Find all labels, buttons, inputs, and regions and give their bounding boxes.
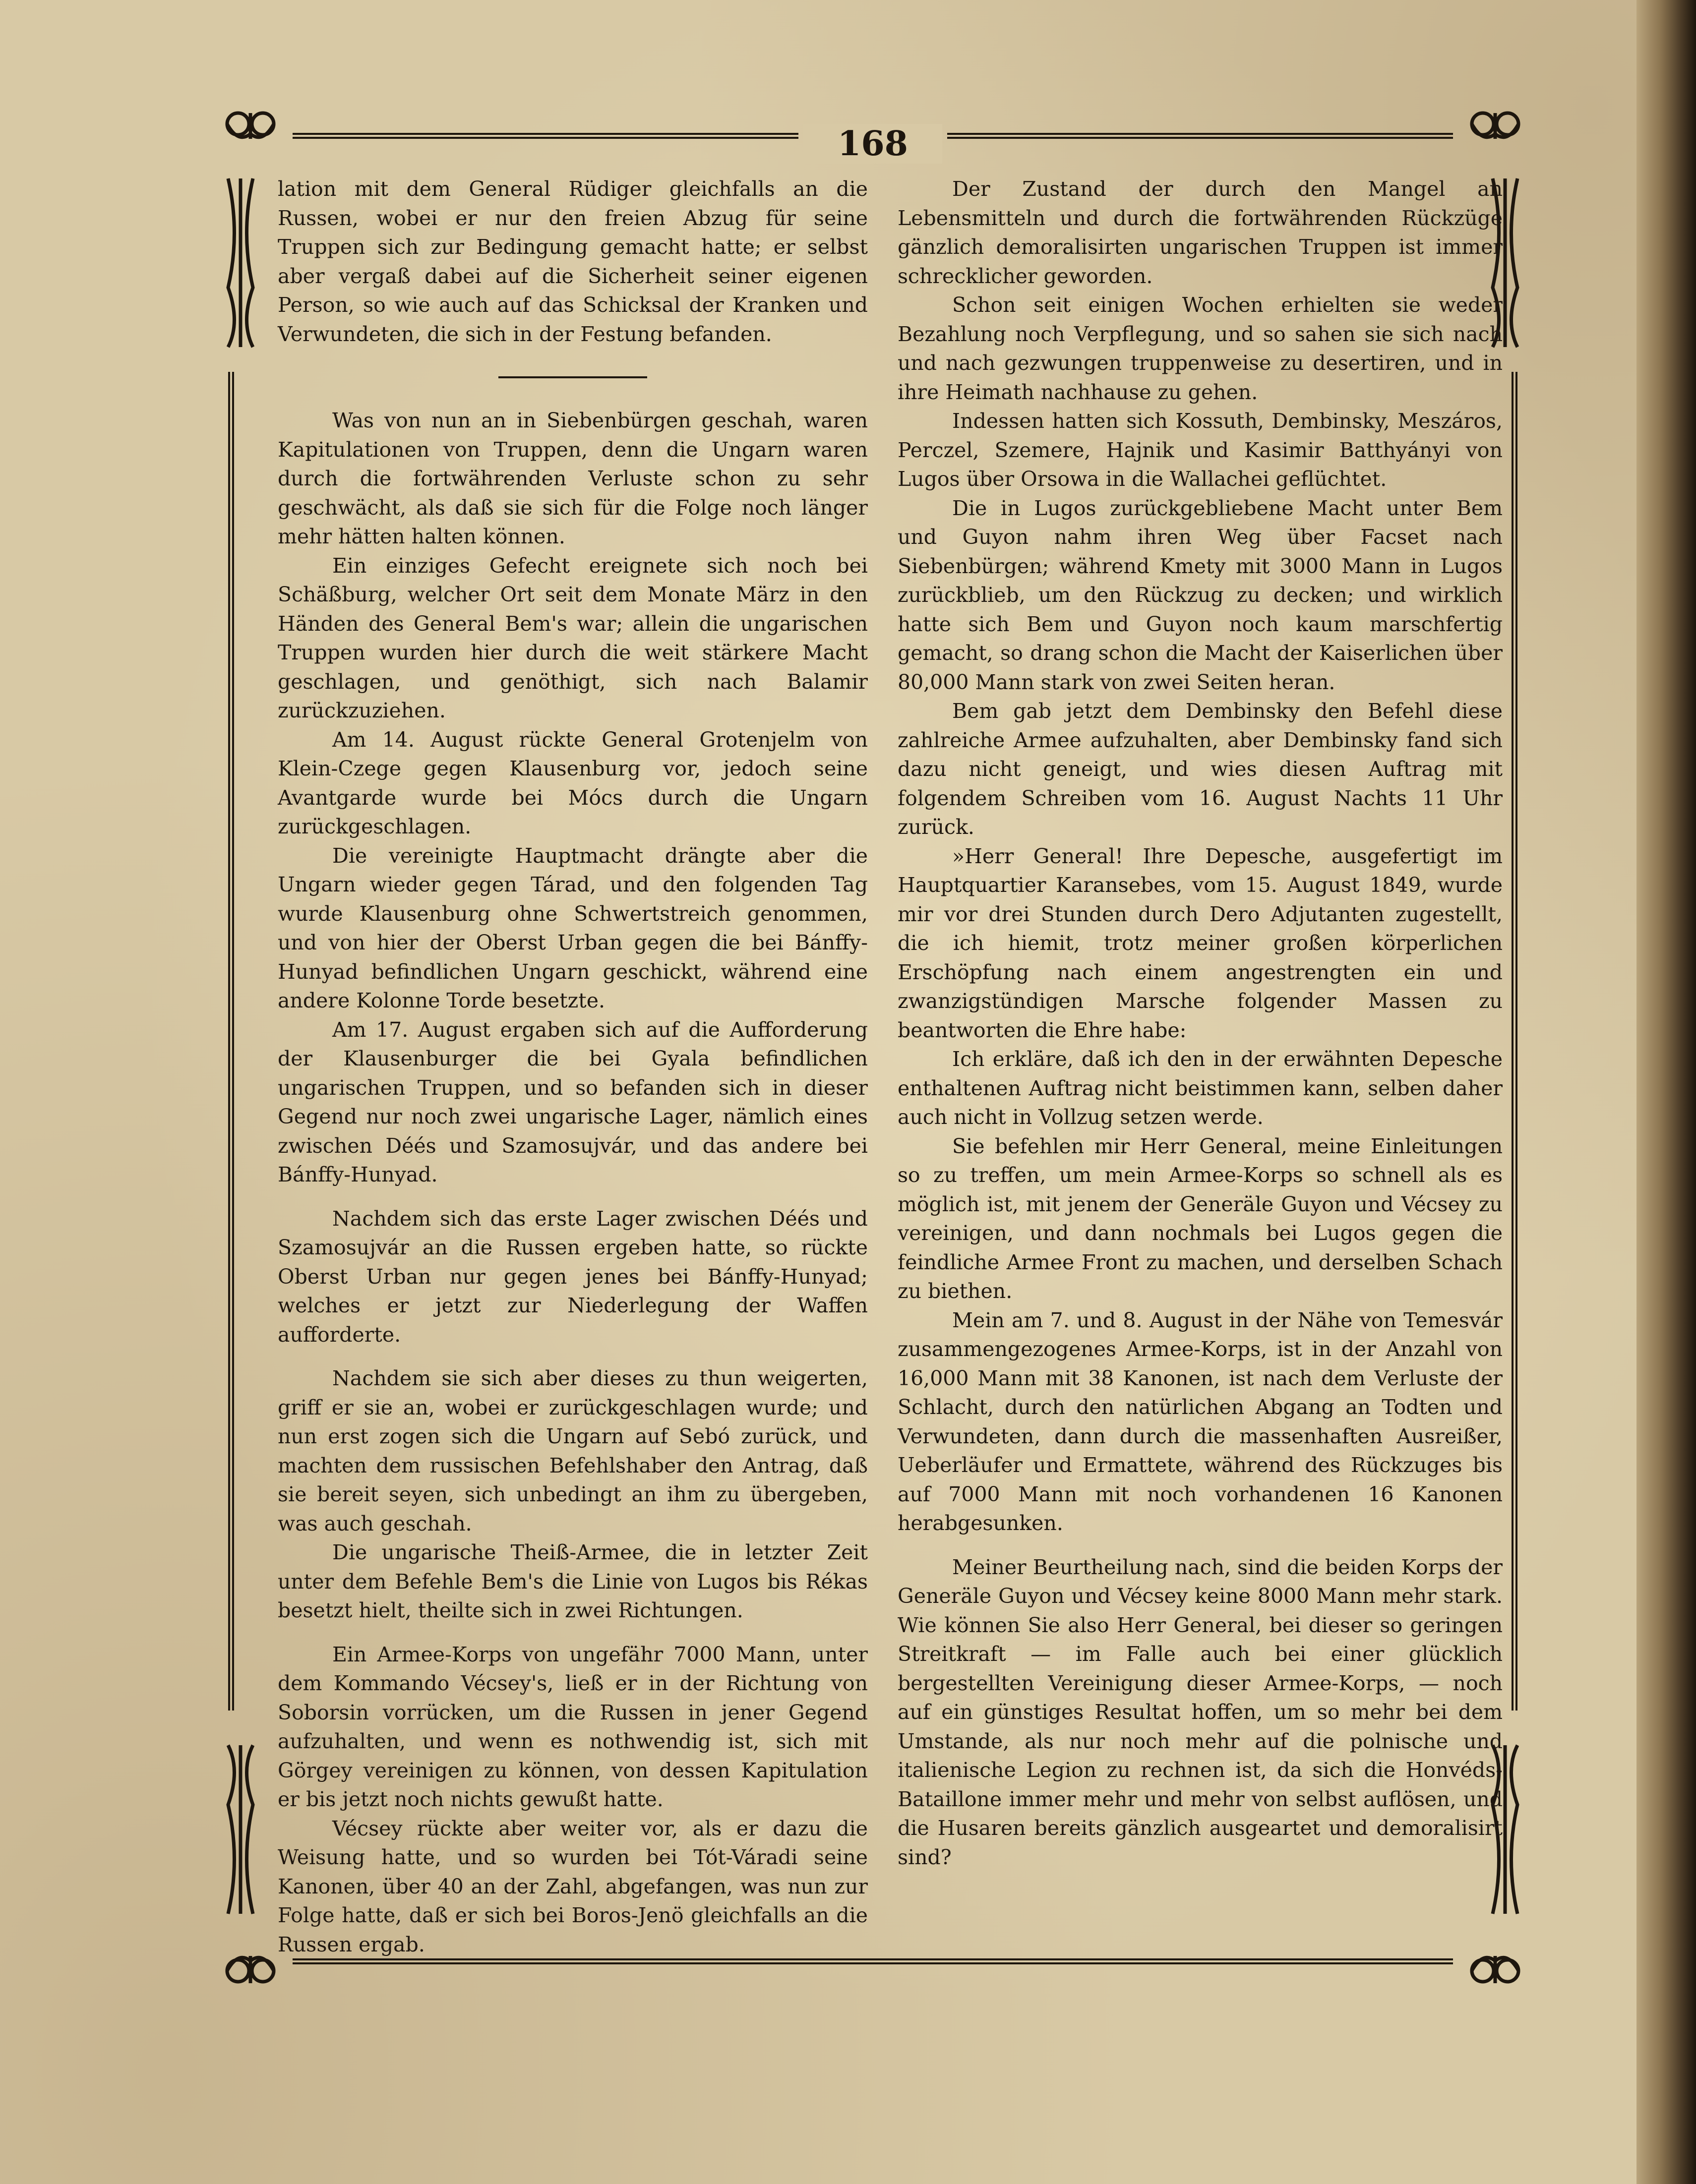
right-paragraph-1: Der Zustand der durch den Mangel an Lebensmitteln und durch die fortwährenden Rückzüge gänzlich demoralisirten ungarischen Truppen ist immer schrecklicher geworden.: [898, 177, 1503, 288]
top-rule-right: [947, 133, 1453, 139]
corner-ornament-bottom-right-icon: [1463, 1929, 1527, 1993]
right-paragraph-4: Die in Lugos zurückgebliebene Macht unter Bem und Guyon nahm ihren Weg über Facset nach Siebenbürgen; während Kmety mit 3000 Mann in Lugos zurückblieb, um den Rückzug zu decken; und wirklich hatte sich Bem und Guyon noch kaum marschfertig gemacht, so drang schon die Macht der Kaiserlichen über 80,000 Mann stark von zwei Seiten heran.: [898, 496, 1503, 694]
left-paragraph-4: Am 14. August rückte General Grotenjelm von Klein-Czege gegen Klausenburg vor, jedoch seine Avantgarde wurde bei Mócs durch die Ungarn zurückgeschlagen.: [278, 727, 868, 838]
right-paragraph-2: Schon seit einigen Wochen erhielten sie weder Bezahlung noch Verpflegung, und so sahen sie sich nach und nach gezwungen truppenweise zu desertiren, und in ihre Heimath nachhause zu gehen.: [898, 293, 1503, 404]
corner-ornament-bottom-left-icon: [218, 1929, 283, 1993]
page-number: 168: [803, 124, 942, 164]
left-paragraph-3: Ein einziges Gefecht ereignete sich noch bei Schäßburg, welcher Ort seit dem Monate März in den Händen des General Bem's war; allein die ungarischen Truppen wurden hier durch die weit stärkere Macht geschlagen, und genöthigt, sich nach Balamir zurückzuziehen.: [278, 553, 868, 722]
right-paragraph-3: Indessen hatten sich Kossuth, Dembinsky, Meszáros, Perczel, Szemere, Hajnik und Kasimir Batthyányi von Lugos über Orsowa in die Wallachei geflüchtet.: [898, 409, 1503, 491]
right-paragraph-9: Mein am 7. und 8. August in der Nähe von Temesvár zusammengezogenes Armee-Korps, ist in der Anzahl von 16,000 Mann mit 38 Kanonen, ist nach dem Verluste der Schlacht, durch den natürlichen Abgang an Todten und Verwundeten, dann durch die massenhaften Ausreißer, Ueberläufer und Ermattete, während des Rückzuges bis auf 7000 Mann mit noch vorhandenen 16 Kanonen herabgesunken.: [898, 1308, 1503, 1535]
right-paragraph-10: Meiner Beurtheilung nach, sind die beiden Korps der Generäle Guyon und Vécsey keine 8000 Mann mehr stark. Wie können Sie also Herr General, bei dieser so geringen Streitkraft — im Falle auch bei einer glücklich bergestellten Vereinigung dieser Armee-Korps, — noch auf ein günstiges Resultat hoffen, um so mehr bei dem Umstande, als nur noch mehr auf die polnische und italienische Legion zu rechnen ist, da sich die Honvéds-Bataillone immer mehr und mehr von selbst auflösen, und die Husaren bereits gänzlich ausgeartet und demoralisirt sind?: [898, 1555, 1503, 1869]
right-paragraph-5: Bem gab jetzt dem Dembinsky den Befehl diese zahlreiche Armee aufzuhalten, aber Dembinsky fand sich dazu nicht geneigt, und wies diesen Auftrag mit folgendem Schreiben vom 16. August Nachts 11 Uhr zurück.: [898, 699, 1503, 839]
top-rule-left: [293, 133, 798, 139]
left-paragraph-6: Am 17. August ergaben sich auf die Aufforderung der Klausenburger die bei Gyala befindlichen ungarischen Truppen, und so befanden sich in dieser Gegend nur noch zwei ungarische Lager, nämlich eines zwischen Déés und Szamosujvár, und das andere bei Bánffy-Hunyad.: [278, 1017, 868, 1186]
bottom-rule: [293, 1958, 1453, 1964]
left-paragraph-9: Die ungarische Theiß-Armee, die in letzter Zeit unter dem Befehle Bem's die Linie von Lugos bis Rékas besetzt hielt, theilte sich in zwei Richtungen.: [278, 1540, 868, 1622]
right-paragraph-6: »Herr General! Ihre Depesche, ausgefertigt im Hauptquartier Karansebes, vom 15. August 1849, wurde mir vor drei Stunden durch Dero Adjutanten zugestellt, die ich hiemit, trotz meiner großen körperlichen Erschöpfung nach einem angestrengten ein und zwanzigstündigen Marsche folgender Massen zu beantworten die Ehre habe:: [898, 844, 1503, 1042]
left-paragraph-5: Die vereinigte Hauptmacht drängte aber die Ungarn wieder gegen Tárad, und den folgenden Tag wurde Klausenburg ohne Schwertstreich genommen, und von hier der Oberst Urban gegen die bei Bánffy-Hunyad befindlichen Ungarn geschickt, während eine andere Kolonne Torde besetzte.: [278, 843, 868, 1012]
right-paragraph-7: Ich erkläre, daß ich den in der erwähnten Depesche enthaltenen Auftrag nicht beistimmen kann, selben daher auch nicht in Vollzug setzen werde.: [898, 1047, 1503, 1129]
right-rule: [1512, 372, 1517, 1711]
left-paragraph-11: Vécsey rückte aber weiter vor, als er dazu die Weisung hatte, und so wurden bei Tót-Váradi seine Kanonen, über 40 an der Zahl, abgefangen, was nun zur Folge hatte, daß er sich bei Boros-Jenö gleichfalls an die Russen ergab.: [278, 1816, 868, 1956]
left-paragraph-2: Was von nun an in Siebenbürgen geschah, waren Kapitulationen von Truppen, denn die Ungarn waren durch die fortwährenden Verluste schon zu sehr geschwächt, als daß sie sich für die Folge noch länger mehr hätten halten können.: [278, 409, 868, 548]
corner-ornament-top-left-icon: [218, 104, 283, 169]
book-spine-shadow: [1636, 0, 1696, 2184]
side-ornament-top-left-icon: [213, 174, 268, 352]
left-paragraph-10: Ein Armee-Korps von ungefähr 7000 Mann, unter dem Kommando Vécsey's, ließ er in der Richtung von Soborsin vorrücken, um die Russen in jener Gegend aufzuhalten, und wenn es nothwendig ist, sich mit Görgey vereinigen zu können, von dessen Kapitulation er bis jetzt noch nichts gewußt hatte.: [278, 1642, 868, 1811]
left-column: [278, 175, 868, 1959]
corner-ornament-top-right-icon: [1463, 104, 1527, 169]
side-ornament-bottom-left-icon: [213, 1740, 268, 1919]
section-divider: [498, 376, 647, 378]
left-paragraph-1: lation mit dem General Rüdiger gleichfalls an die Russen, wobei er nur den freien Abzug für seine Truppen sich zur Bedingung gemacht hatte; er selbst aber vergaß dabei auf die Sicherheit seiner eigenen Person, so wie auch auf das Schicksal der Kranken und Verwundeten, die sich in der Festung befanden.: [278, 177, 868, 346]
left-paragraph-8: Nachdem sie sich aber dieses zu thun weigerten, griff er sie an, wobei er zurückgeschlagen wurde; und nun erst zogen sich die Ungarn auf Sebó zurück, und machten dem russischen Befehlshaber den Antrag, daß sie bereit seyen, sich unbedingt an ihm zu übergeben, was auch geschah.: [278, 1366, 868, 1535]
left-paragraph-7: Nachdem sich das erste Lager zwischen Déés und Szamosujvár an die Russen ergeben hatte, so rückte Oberst Urban nur gegen jenes bei Bánffy-Hunyad; welches er jetzt zur Niederlegung der Waffen aufforderte.: [278, 1206, 868, 1347]
right-column: [898, 175, 1503, 1872]
right-paragraph-8: Sie befehlen mir Herr General, meine Einleitungen so zu treffen, um mein Armee-Korps so schnell als es möglich ist, mit jenem der Generäle Guyon und Vécsey zu vereinigen, und dann nochmals bei Lugos gegen die feindliche Armee Front zu machen, und derselben Schach zu biethen.: [898, 1134, 1503, 1303]
left-rule: [228, 372, 234, 1711]
